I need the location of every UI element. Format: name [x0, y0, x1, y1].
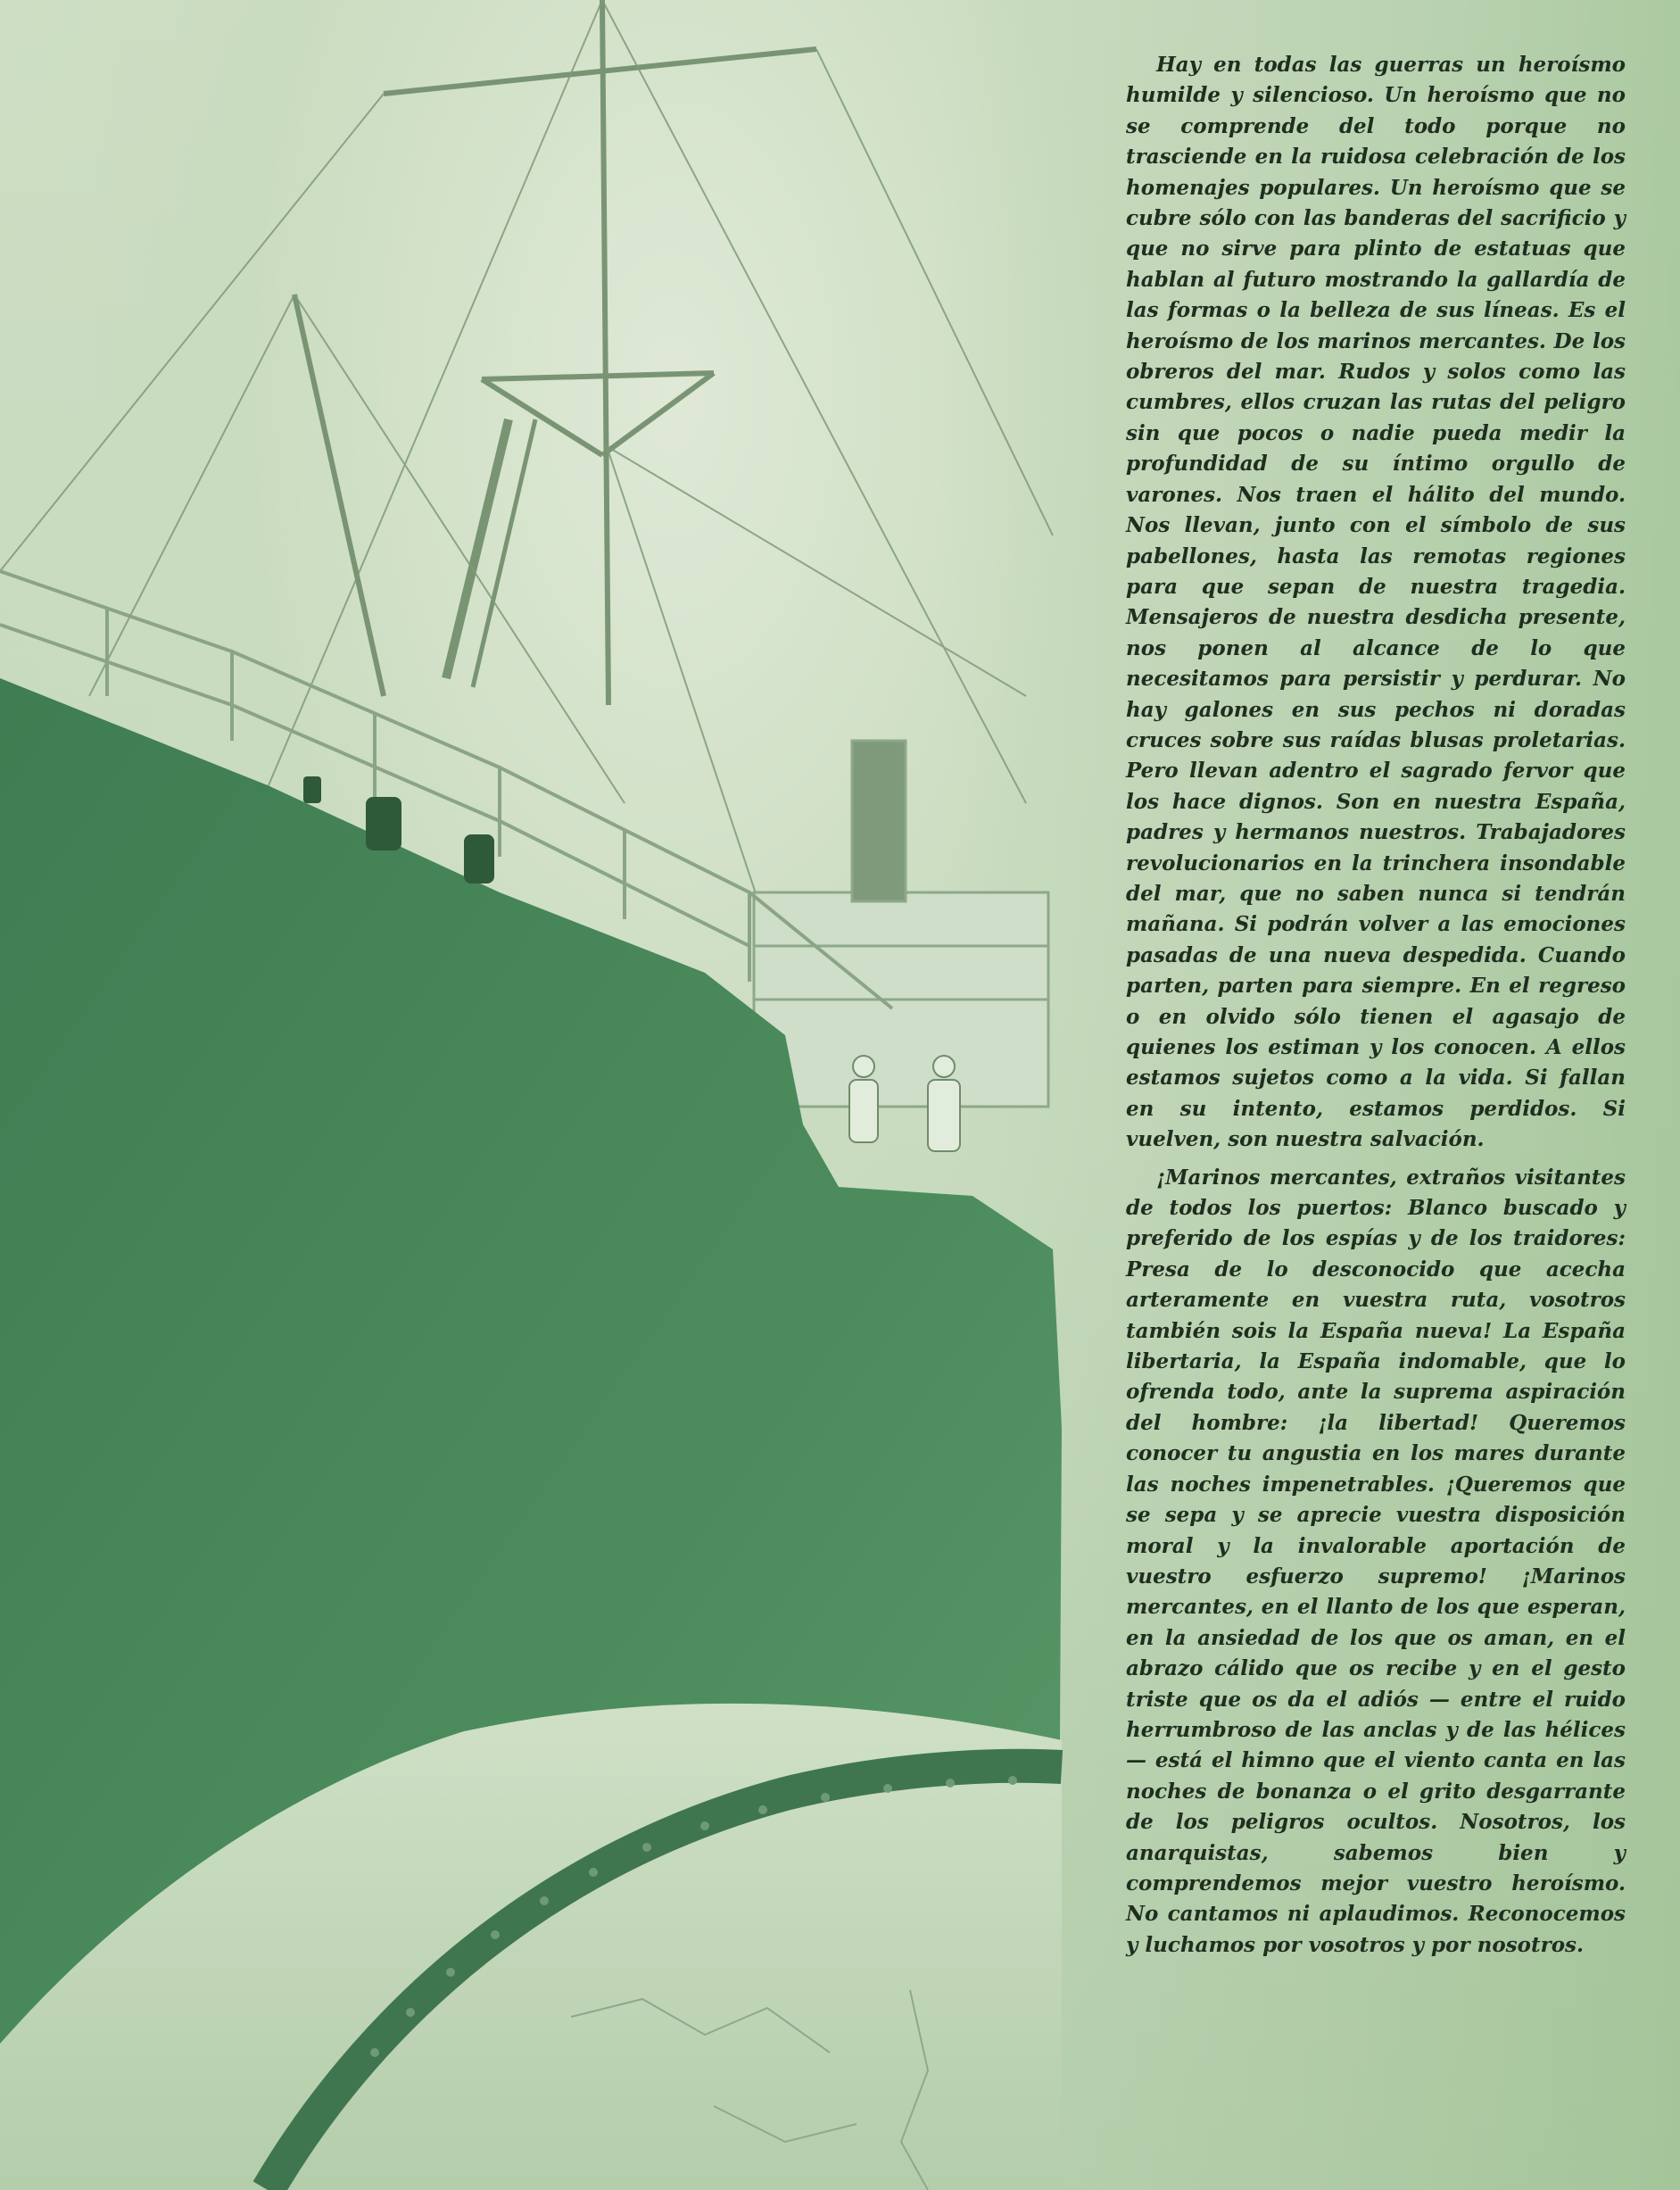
article-text	[1126, 50, 1626, 1961]
article-paragraph-2: ¡Marinos mercantes, extraños visitantes de todos los puertos: Blanco buscado y preferido de los espías y de los traidores: Presa de lo desconocido que acecha arteramente en vuestra ruta, vosotros también sois la España nueva! La España libertaria, la España indomable, que lo ofrenda todo, ante la suprema aspiración del hombre: ¡la libertad! Queremos conocer tu angustia en los mares durante las noches impenetrables. ¡Queremos que se sepa y se aprecie vuestra disposición moral y la invalorable aportación de vuestro esfuerzo supremo! ¡Marinos mercantes, en el llanto de los que esperan, en la ansiedad de los que os aman, en el abrazo cálido que os recibe y en el gesto triste que os da el adiós — entre el ruido herrumbroso de las anclas y de las hélices — está el himno que el viento canta en las noches de bonanza o el grito desgarrante de los peligros ocultos. Nosotros, los anarquistas, sabemos bien y comprendemos mejor vuestro heroísmo. No cantamos ni aplaudimos. Reconocemos y luchamos por vosotros y por nosotros.	[1126, 1165, 1626, 1957]
article-paragraph-1: Hay en todas las guerras un heroísmo humilde y silencioso. Un heroísmo que no se comprende del todo porque no trasciende en la ruidosa celebración de los homenajes populares. Un heroísmo que se cubre sólo con las banderas del sacrificio y que no sirve para plinto de estatuas que hablan al futuro mostrando la gallardía de las formas o la belleza de sus líneas. Es el heroísmo de los marinos mercantes. De los obreros del mar. Rudos y solos como las cumbres, ellos cruzan las rutas del peligro sin que pocos o nadie pueda medir la profundidad de su íntimo orgullo de varones. Nos traen el hálito del mundo. Nos llevan, junto con el símbolo de sus pabellones, hasta las remotas regiones para que sepan de nuestra tragedia. Mensajeros de nuestra desdicha presente, nos ponen al alcance de lo que necesitamos para persistir y perdurar. No hay galones en sus pechos ni doradas cruces sobre sus raídas blusas proletarias. Pero llevan adentro el sagrado fervor que los hace dignos. Son en nuestra España, padres y hermanos nuestros. Trabajadores revolucionarios en la trinchera insondable del mar, que no saben nunca si tendrán mañana. Si podrán volver a las emociones pasadas de una nueva despedida. Cuando parten, parten para siempre. En el regreso o en olvido sólo tienen el agasajo de quienes los estiman y los conocen. A ellos estamos sujetos como a la vida. Si fallan en su intento, estamos perdidos. Si vuelven, son nuestra salvación.	[1126, 53, 1626, 1152]
rigging	[294, 0, 816, 705]
